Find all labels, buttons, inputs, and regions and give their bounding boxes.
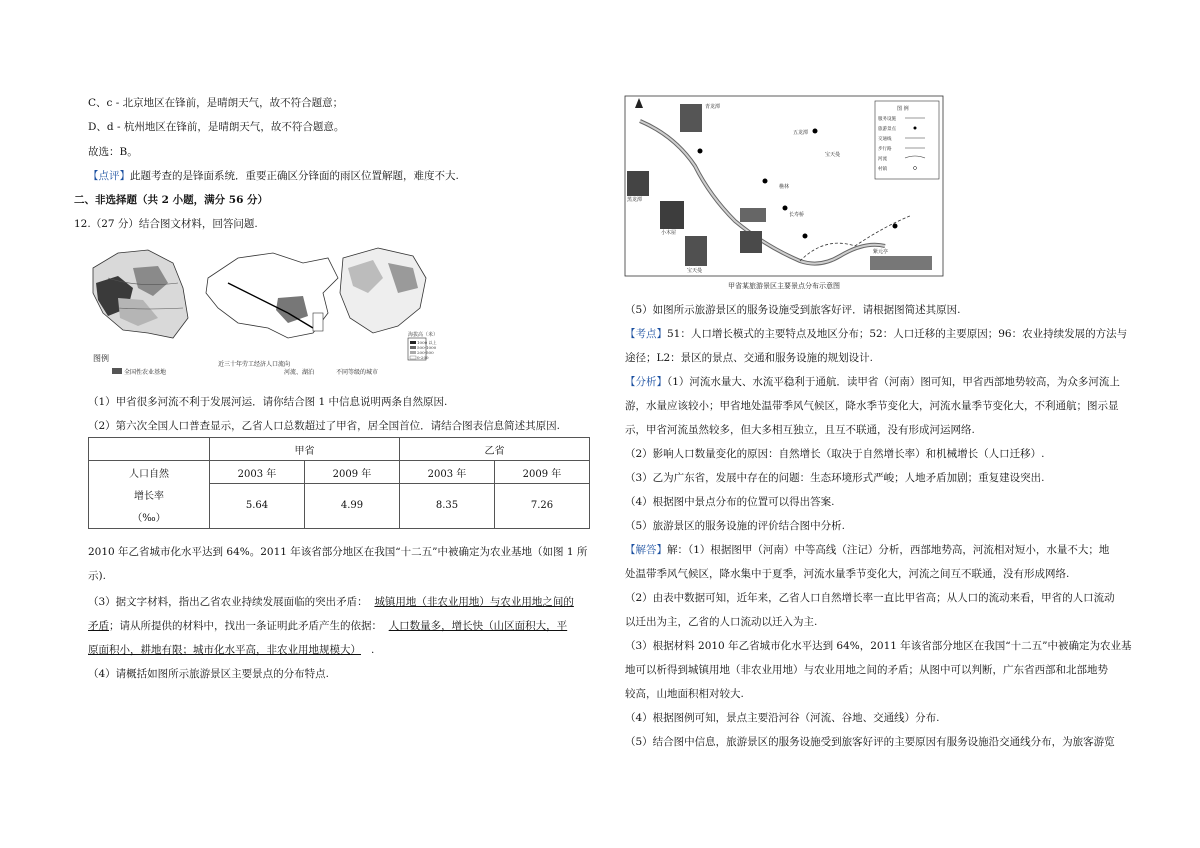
jieda-line-7: 较高，山地面积相对较大. <box>625 688 744 700</box>
jieda-line-8: （4）根据图例可知，景点主要沿河谷（河流、谷地、交通线）分布. <box>625 712 940 724</box>
question-2: （2）第六次全国人口普查显示，乙省人口总数超过了甲省，居全国首位．请结合图表信息简述其原因. <box>88 420 561 432</box>
jieda-line-6: 地可以析得到城镇用地（非农业用地）与农业用地之间的矛盾；从图中可以判断，广东省西部和北部地势 <box>625 664 1108 676</box>
jieda-line-3: （2）由表中数据可知，近年来，乙省人口自然增长率一直比甲省高；从人口的流动来看，甲省的人口流动 <box>625 592 1115 604</box>
question-5: （5）如图所示旅游景区的服务设施受到旅客好评．请根据图简述其原因. <box>625 304 961 316</box>
value-jia-2003: 5.64 <box>210 484 305 529</box>
kaodian-line-2: 途径；L2：景区的景点、交通和服务设施的规划设计. <box>625 352 873 364</box>
question-3-text-b: ；请从所提供的材料中，找出一条证明此矛盾产生的依据： <box>109 620 382 632</box>
map-legend-6: 村镇 <box>878 167 887 172</box>
year-yi-2003: 2003 年 <box>400 461 495 484</box>
fenxi-line-6: （4）根据图中景点分布的位置可以得出答案. <box>625 496 835 508</box>
place-4: 小木屋 <box>661 230 677 236</box>
jieda-tag: 【解答】 <box>625 544 667 556</box>
table-header-jia: 甲省 <box>210 438 400 461</box>
year-jia-2009: 2009 年 <box>305 461 400 484</box>
option-d-text: D、d - 杭州地区在锋前，是晴朗天气，故不符合题意。 <box>88 121 345 133</box>
place-6: 紫元亭 <box>873 249 889 255</box>
section-heading: 二、非选择题（共 2 小题，满分 56 分） <box>74 194 269 206</box>
elevation-1: 1000 以上 <box>417 340 437 345</box>
year-yi-2009: 2009 年 <box>495 461 590 484</box>
question-3-line-3 <box>88 643 374 657</box>
elevation-3: 200-500 <box>417 350 434 355</box>
elevation-4: 0-200 <box>417 355 429 360</box>
jieda-line-9: （5）结合图中信息，旅游景区的服务设施受到旅客好评的主要原因有服务设施沿交通线分布，为旅客游览 <box>625 736 1115 748</box>
question-3-end: . <box>371 644 375 656</box>
legend-river: 河流、湖泊 <box>284 369 315 376</box>
question-3-answer-a: 城镇用地（非农业用地）与农业用地之间的 <box>374 596 574 608</box>
jieda-line-4: 以迁出为主，乙省的人口流动以迁入为主. <box>625 616 818 628</box>
place-1: 五龙潭 <box>793 130 809 136</box>
map-legend-2: 旅游景点 <box>878 127 896 132</box>
jieda-text-1: 解：（1）根据图甲（河南）中等高线（注记）分析，西部地势高，河流相对短小，水量不大；地 <box>667 544 1110 556</box>
province-jia-map <box>93 250 188 338</box>
place-9: 宝天曼 <box>825 152 841 158</box>
place-7: 青龙潭 <box>705 104 721 110</box>
figure-1-maps <box>88 238 439 388</box>
kaodian-text-1: 51：人口增长模式的主要特点及地区分布；52：人口迁移的主要原因；96：农业持续发展的方法与 <box>667 328 1128 340</box>
kaodian-tag: 【考点】 <box>625 328 667 340</box>
comment-line <box>88 169 459 183</box>
table-header-yi: 乙省 <box>400 438 590 461</box>
legend-base: 全国性农业基地 <box>124 369 167 376</box>
answer-text: 故选：B。 <box>88 146 138 158</box>
map-legend-title: 图 例 <box>897 106 909 112</box>
map-legend-3: 交通线 <box>878 137 892 142</box>
row-label-3: （‰） <box>89 506 210 529</box>
legend-base-swatch <box>112 368 122 374</box>
fenxi-line-1 <box>625 375 1120 389</box>
question-3-line-2 <box>88 619 567 633</box>
jieda-line-1 <box>625 543 1109 557</box>
map-legend-1: 服务设施 <box>878 117 896 122</box>
question-4: （4）请概括如图所示旅游景区主要景点的分布特点. <box>88 668 330 680</box>
jieda-line-2: 处温带季风气候区，降水集中于夏季，河流水量季节变化大，河流之间互不联通，没有形成网络. <box>625 568 1070 580</box>
question-3-line-1 <box>88 595 574 609</box>
table-corner <box>89 438 210 461</box>
fenxi-line-7: （5）旅游景区的服务设施的评价结合图中分析. <box>625 520 846 532</box>
map-legend-5: 河流 <box>878 157 887 162</box>
comment-text: 此题考查的是锋面系统．重要正确区分锋面的雨区位置解题，难度不大. <box>130 170 459 182</box>
fenxi-text-1: （1）河流水量大、水流平稳利于通航．读甲省（河南）图可知，甲省西部地势较高，为众多河流上 <box>667 376 1120 388</box>
question-1: （1）甲省很多河流不利于发展河运．请你结合图 1 中信息说明两条自然原因. <box>88 396 448 408</box>
value-yi-2003: 8.35 <box>400 484 495 529</box>
legend-flow: 近三十年劳工经济人口流向 <box>218 361 291 368</box>
question-12-intro: 12.（27 分）结合图文材料，回答问题. <box>74 218 258 230</box>
option-c-text: C、c - 北京地区在锋前，是晴朗天气，故不符合题意； <box>88 97 344 109</box>
fenxi-line-4: （2）影响人口数量变化的原因：自然增长（取决于自然增长率）和机械增长（人口迁移）. <box>625 448 1045 460</box>
fenxi-tag: 【分析】 <box>625 376 667 388</box>
elevation-2: 500-1000 <box>417 345 437 350</box>
place-2: 樵林 <box>779 184 790 190</box>
place-3: 长寿桥 <box>789 212 805 218</box>
row-label-2: 增长率 <box>89 484 210 506</box>
question-3-answer-b2: 人口数量多，增长快（山区面积大，平 <box>388 620 568 632</box>
place-8: 黑龙潭 <box>627 197 643 203</box>
map-caption: 甲省某旅游景区主要景点分布示意图 <box>728 282 840 290</box>
place-5: 宝天曼 <box>687 268 703 274</box>
legend-title: 图例 <box>93 354 109 363</box>
paragraph-2: 示). <box>88 570 106 582</box>
legend-city: 不同等级的城市 <box>336 369 379 376</box>
year-jia-2003: 2003 年 <box>210 461 305 484</box>
row-label-1: 人口自然 <box>89 461 210 484</box>
population-table <box>88 437 590 529</box>
question-3-text-a: （3）据文字材料，指出乙省农业持续发展面临的突出矛盾： <box>88 596 368 608</box>
elevation-title: 海拔高（米） <box>408 332 439 338</box>
fenxi-line-5: （3）乙为广东省，发展中存在的问题：生态环境形式严峻；人地矛盾加剧；重复建设突出. <box>625 472 1045 484</box>
map-legend-4: 步行路 <box>878 147 892 152</box>
paragraph-1: 2010 年乙省城市化水平达到 64%。2011 年该省部分地区在我国“十二五”中被确定为农业基地（如图 1 所 <box>88 546 588 558</box>
jieda-line-5: （3）根据材料 2010 年乙省城市化水平达到 64%，2011 年该省部分地区在我国“十二五”中被确定为农业基 <box>625 640 1132 652</box>
value-yi-2009: 7.26 <box>495 484 590 529</box>
fenxi-line-2: 游，水量应该较小；甲省地处温带季风气候区，降水季节变化大，河流水量季节变化大，不利通航；图示显 <box>625 400 1119 412</box>
tourism-area-map <box>625 96 943 292</box>
china-map <box>206 253 338 338</box>
province-yi-map <box>340 248 426 360</box>
kaodian-line-1 <box>625 327 1127 341</box>
question-3-answer-b: 矛盾 <box>88 620 109 632</box>
value-jia-2009: 4.99 <box>305 484 400 529</box>
fenxi-line-3: 示，甲省河流虽然较多，但大多相互独立，且互不联通，没有形成河运网络. <box>625 424 975 436</box>
question-3-answer-c: 原面积小，耕地有限；城市化水平高，非农业用地规模大） <box>88 644 361 656</box>
comment-tag: 【点评】 <box>88 170 130 182</box>
